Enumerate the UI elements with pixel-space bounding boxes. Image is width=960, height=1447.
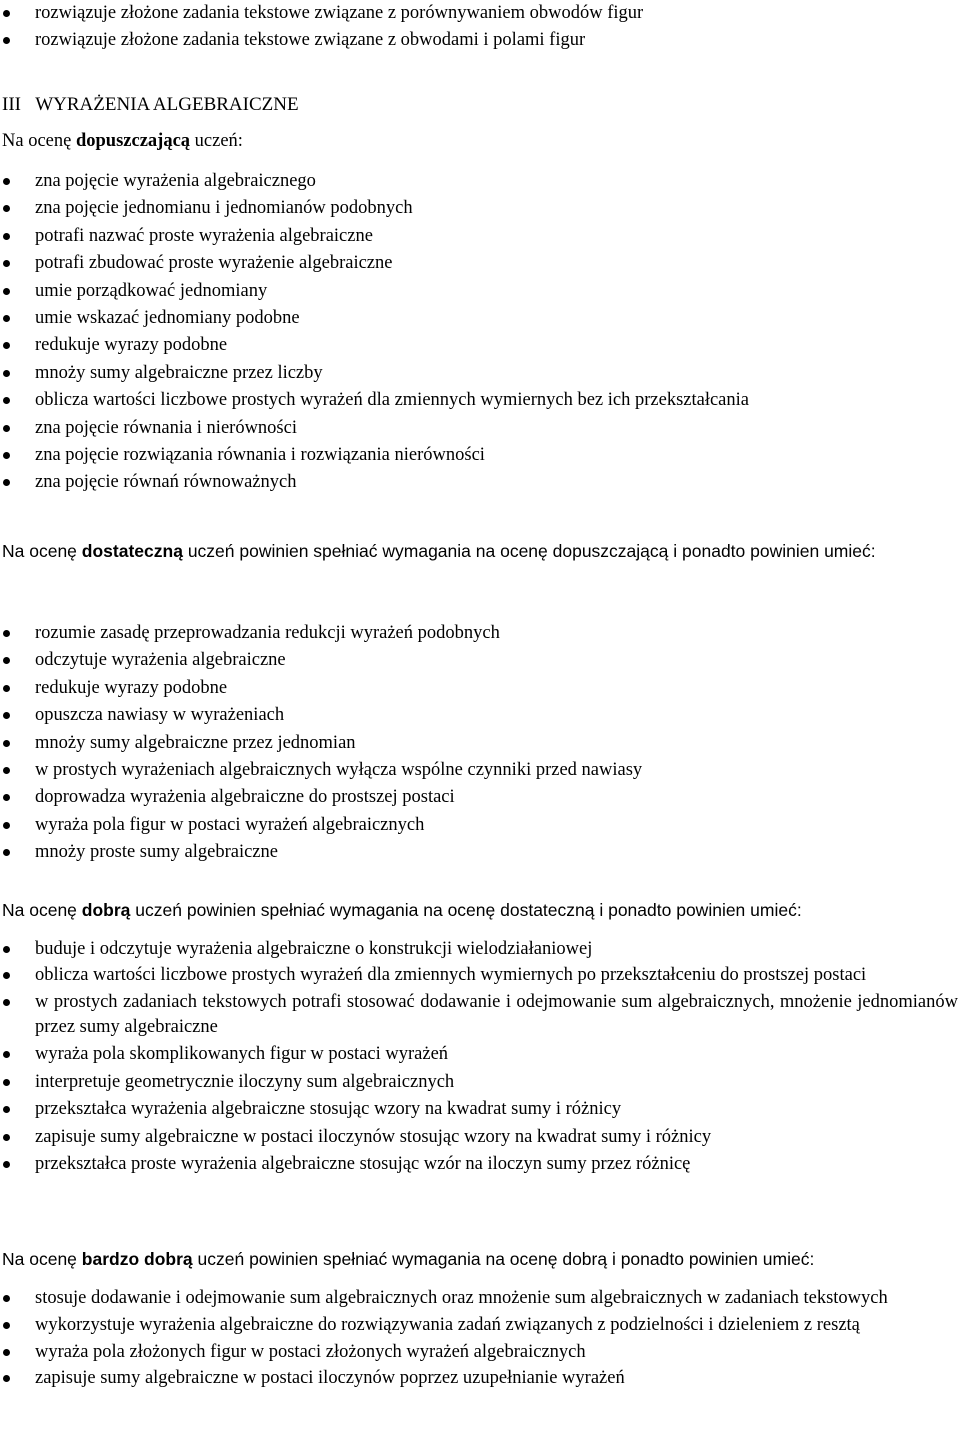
list-item-text: oblicza wartości liczbowe prostych wyrażeń dla zmiennych wymiernych bez ich przekształcania <box>35 390 749 411</box>
bullet-icon <box>3 1161 10 1168</box>
bullet-icon <box>3 288 10 295</box>
bullet-icon <box>3 205 10 212</box>
bullet-icon <box>3 397 10 404</box>
bullet-icon <box>3 849 10 856</box>
list-item-text: potrafi nazwać proste wyrażenia algebraiczne <box>35 225 373 246</box>
list-item <box>0 963 960 988</box>
list-item <box>0 730 960 757</box>
list-item-text: doprowadza wyrażenia algebraiczne do prostszej postaci <box>35 787 455 808</box>
list-item <box>0 675 960 702</box>
list-item <box>0 1124 960 1151</box>
bullet-icon <box>3 37 10 44</box>
list-item-text: rozumie zasadę przeprowadzania redukcji wyrażeń podobnych <box>35 623 500 643</box>
list-item-text: rozwiązuje złożone zadania tekstowe związane z porównywaniem obwodów figur <box>35 3 644 23</box>
grade-name: dobrą <box>81 900 131 920</box>
list-item <box>0 278 960 305</box>
list-item-text: zna pojęcie równań równoważnych <box>35 472 297 493</box>
bullet-icon <box>3 1106 10 1113</box>
bullet-icon <box>3 740 10 747</box>
grade-heading-bardzo-dobra <box>0 1246 960 1273</box>
bullet-icon <box>3 1079 10 1086</box>
list-item <box>0 250 960 277</box>
list-item-text: mnoży proste sumy algebraiczne <box>35 842 278 863</box>
bullet-icon <box>3 1349 10 1356</box>
list-item <box>0 469 960 496</box>
list-item <box>0 360 960 387</box>
requirements-list-bardzo-dobra <box>0 1286 960 1391</box>
grade-prefix: Na ocenę <box>2 131 72 151</box>
bullet-icon <box>3 479 10 486</box>
bullet-icon <box>3 342 10 349</box>
requirements-list-dostateczna <box>0 620 960 867</box>
list-item <box>0 1339 960 1365</box>
list-item-text: przekształca proste wyrażenia algebraiczne stosując wzór na iloczyn sumy przez różnicę <box>35 1154 691 1175</box>
grade-suffix: uczeń powinien spełniać wymagania na ocenę dostateczną i ponadto powinien umieć: <box>135 900 802 920</box>
bullet-icon <box>3 822 10 829</box>
bullet-icon <box>3 712 10 719</box>
list-item-text: oblicza wartości liczbowe prostych wyrażeń dla zmiennych wymiernych po przekształceniu do prostszej postaci <box>35 965 867 986</box>
list-item <box>0 647 960 674</box>
bullet-icon <box>3 370 10 377</box>
list-item <box>0 812 960 839</box>
list-item-text: mnoży sumy algebraiczne przez liczby <box>35 362 323 383</box>
section-heading <box>0 91 299 118</box>
bullet-icon <box>3 260 10 267</box>
bullet-icon <box>3 657 10 664</box>
bullet-icon <box>3 1375 10 1382</box>
list-item <box>0 168 960 195</box>
list-item-text: wyraża pola skomplikowanych figur w postaci wyrażeń <box>35 1044 449 1065</box>
bullet-icon <box>3 999 10 1006</box>
grade-heading-dostateczna <box>0 538 960 565</box>
list-item <box>0 990 960 1040</box>
grade-suffix: uczeń powinien spełniać wymagania na ocenę dopuszczającą i ponadto powinien umieć: <box>187 541 876 561</box>
list-item <box>0 1313 960 1338</box>
grade-heading-dopuszczajaca <box>0 128 243 155</box>
list-item <box>0 784 960 811</box>
list-item-text: w prostych zadaniach tekstowych potrafi stosować dodawanie i odejmowanie sum algebraicznych, mnożenie jednomianów przez sumy algebraiczne <box>35 991 958 1037</box>
list-item-text: opuszcza nawiasy w wyrażeniach <box>35 705 285 726</box>
section-title: WYRAŻENIA ALGEBRAICZNE <box>35 94 299 115</box>
list-item <box>0 1041 960 1068</box>
bullet-icon <box>3 685 10 692</box>
list-item <box>0 936 960 963</box>
grade-name: bardzo dobrą <box>81 1249 193 1269</box>
list-item-text: buduje i odczytuje wyrażenia algebraiczne o konstrukcji wielodziałaniowej <box>35 939 593 959</box>
bullet-icon <box>3 452 10 459</box>
bullet-icon <box>3 946 10 953</box>
bullet-icon <box>3 1322 10 1329</box>
list-item-text: wyraża pola figur w postaci wyrażeń algebraicznych <box>35 814 425 835</box>
list-item-text: odczytuje wyrażenia algebraiczne <box>35 650 286 671</box>
bullet-icon <box>3 767 10 774</box>
grade-name: dostateczną <box>81 541 183 561</box>
requirements-list-dobra <box>0 936 960 1178</box>
list-item-text: umie porządkować jednomiany <box>35 280 268 301</box>
list-item-text: zapisuje sumy algebraiczne w postaci iloczynów stosując wzory na kwadrat sumy i różnicy <box>35 1126 712 1147</box>
list-item <box>0 620 960 647</box>
grade-suffix: uczeń: <box>194 131 243 151</box>
list-item-text: w prostych wyrażeniach algebraicznych wyłącza wspólne czynniki przed nawiasy <box>35 760 643 781</box>
list-item <box>0 27 960 54</box>
list-item-text: zna pojęcie rozwiązania równania i rozwiązania nierówności <box>35 445 485 466</box>
list-item <box>0 387 960 414</box>
list-item-text: zapisuje sumy algebraiczne w postaci iloczynów poprzez uzupełnianie wyrażeń <box>35 1368 625 1388</box>
list-item-text: wyraża pola złożonych figur w postaci złożonych wyrażeń algebraicznych <box>35 1342 586 1362</box>
bullet-icon <box>3 1051 10 1058</box>
bullet-icon <box>3 315 10 322</box>
grade-name: dopuszczającą <box>75 131 191 151</box>
list-item <box>0 223 960 250</box>
list-item <box>0 757 960 784</box>
bullet-icon <box>3 425 10 432</box>
list-item-text: rozwiązuje złożone zadania tekstowe związane z obwodami i polami figur <box>35 30 586 51</box>
list-item <box>0 1365 960 1391</box>
list-item <box>0 839 960 866</box>
list-item <box>0 332 960 359</box>
list-item-text: redukuje wyrazy podobne <box>35 677 228 698</box>
section-number: III <box>2 94 21 115</box>
list-item <box>0 702 960 729</box>
grade-heading-dobra <box>0 897 960 924</box>
grade-prefix: Na ocenę <box>2 900 77 920</box>
list-item <box>0 1069 960 1096</box>
bullet-icon <box>3 10 10 17</box>
grade-suffix: uczeń powinien spełniać wymagania na ocenę dobrą i ponadto powinien umieć: <box>197 1249 815 1269</box>
grade-prefix: Na ocenę <box>2 1249 77 1269</box>
list-item-text: przekształca wyrażenia algebraiczne stosując wzory na kwadrat sumy i różnicy <box>35 1099 622 1120</box>
list-item-text: interpretuje geometrycznie iloczyny sum algebraicznych <box>35 1071 455 1092</box>
top-bullet-list <box>0 0 960 55</box>
list-item <box>0 1151 960 1178</box>
list-item-text: stosuje dodawanie i odejmowanie sum algebraicznych oraz mnożenie sum algebraicznych w zadaniach tekstowych <box>35 1288 888 1308</box>
list-item-text: zna pojęcie wyrażenia algebraicznego <box>35 171 316 191</box>
requirements-list-dopuszczajaca <box>0 168 960 497</box>
list-item <box>0 415 960 442</box>
list-item <box>0 1286 960 1311</box>
list-item <box>0 442 960 469</box>
list-item-text: umie wskazać jednomiany podobne <box>35 308 300 329</box>
list-item-text: wykorzystuje wyrażenia algebraiczne do rozwiązywania zadań związanych z podzielności i dzieleniem z resztą <box>35 1314 860 1335</box>
list-item-text: zna pojęcie jednomianu i jednomianów podobnych <box>35 198 413 219</box>
list-item <box>0 0 960 27</box>
bullet-icon <box>3 1134 10 1141</box>
list-item-text: potrafi zbudować proste wyrażenie algebraiczne <box>35 253 393 274</box>
bullet-icon <box>3 794 10 801</box>
list-item <box>0 195 960 222</box>
list-item <box>0 305 960 332</box>
bullet-icon <box>3 630 10 637</box>
bullet-icon <box>3 233 10 240</box>
bullet-icon <box>3 1295 10 1302</box>
list-item-text: mnoży sumy algebraiczne przez jednomian <box>35 732 356 753</box>
list-item-text: zna pojęcie równania i nierówności <box>35 417 297 438</box>
list-item <box>0 1096 960 1123</box>
grade-prefix: Na ocenę <box>2 541 77 561</box>
bullet-icon <box>3 972 10 979</box>
bullet-icon <box>3 178 10 185</box>
list-item-text: redukuje wyrazy podobne <box>35 335 228 356</box>
